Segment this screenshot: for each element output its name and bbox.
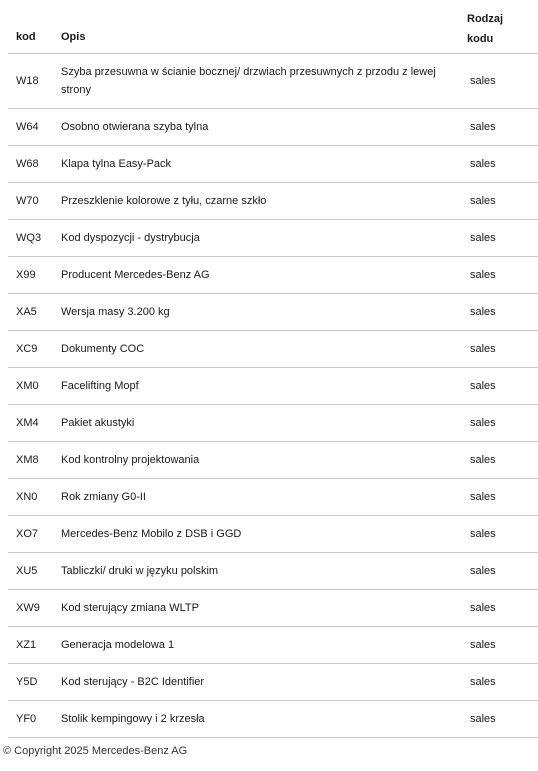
table-row bbox=[8, 701, 538, 738]
column-header-type-line2: kodu bbox=[467, 33, 494, 45]
row-code: XN0 bbox=[16, 491, 38, 503]
row-description: Kod dyspozycji - dystrybucja bbox=[61, 232, 200, 244]
table-row bbox=[8, 294, 538, 331]
column-header-code: kod bbox=[16, 31, 36, 43]
table-row bbox=[8, 590, 538, 627]
table-row bbox=[8, 368, 538, 405]
row-description: Przeszklenie kolorowe z tyłu, czarne szkło bbox=[61, 195, 267, 207]
row-code: XM8 bbox=[16, 454, 39, 466]
row-type: sales bbox=[470, 380, 496, 392]
row-code: XM4 bbox=[16, 417, 39, 429]
row-description: Facelifting Mopf bbox=[61, 380, 139, 392]
table-header bbox=[8, 0, 538, 54]
row-description: Osobno otwierana szyba tylna bbox=[61, 121, 209, 133]
row-code: XU5 bbox=[16, 565, 38, 577]
row-code: W70 bbox=[16, 195, 39, 207]
row-code: W68 bbox=[16, 158, 39, 170]
table-row bbox=[8, 146, 538, 183]
table-row bbox=[8, 54, 538, 109]
row-description: Tabliczki/ druki w języku polskim bbox=[61, 565, 219, 577]
row-code: XZ1 bbox=[16, 639, 37, 651]
row-code: X99 bbox=[16, 269, 36, 281]
row-type: sales bbox=[470, 269, 496, 281]
row-type: sales bbox=[470, 158, 496, 170]
options-table bbox=[8, 0, 538, 738]
row-code: W64 bbox=[16, 121, 39, 133]
row-type: sales bbox=[470, 121, 496, 133]
table-row bbox=[8, 257, 538, 294]
table-row bbox=[8, 220, 538, 257]
row-description: Wersja masy 3.200 kg bbox=[61, 306, 170, 318]
row-type: sales bbox=[470, 639, 496, 651]
table-row bbox=[8, 405, 538, 442]
table-row bbox=[8, 442, 538, 479]
row-code: XM0 bbox=[16, 380, 39, 392]
table-row bbox=[8, 664, 538, 701]
row-description: Kod kontrolny projektowania bbox=[61, 454, 200, 466]
row-description: Pakiet akustyki bbox=[61, 417, 135, 429]
row-type: sales bbox=[470, 676, 496, 688]
row-description: Dokumenty COC bbox=[61, 343, 145, 355]
column-header-description: Opis bbox=[61, 31, 86, 43]
row-type: sales bbox=[470, 491, 496, 503]
row-description: Mercedes-Benz Mobilo z DSB i GGD bbox=[61, 528, 242, 540]
column-header-type bbox=[467, 9, 503, 49]
row-type: sales bbox=[470, 602, 496, 614]
table-row bbox=[8, 479, 538, 516]
table-body bbox=[8, 54, 538, 738]
row-code: XA5 bbox=[16, 306, 37, 318]
table-row bbox=[8, 627, 538, 664]
row-description: Producent Mercedes-Benz AG bbox=[61, 269, 210, 281]
row-code: W18 bbox=[16, 75, 39, 87]
row-description: Kod sterujący zmiana WLTP bbox=[61, 602, 199, 614]
row-type: sales bbox=[470, 713, 496, 725]
row-description: Kod sterujący - B2C Identifier bbox=[61, 676, 205, 688]
row-type: sales bbox=[470, 454, 496, 466]
row-type: sales bbox=[470, 232, 496, 244]
table-row bbox=[8, 516, 538, 553]
row-code: XW9 bbox=[16, 602, 40, 614]
row-description: Stolik kempingowy i 2 krzesła bbox=[61, 713, 205, 725]
copyright-footer: © Copyright 2025 Mercedes-Benz AG bbox=[3, 745, 188, 757]
row-description: Generacja modelowa 1 bbox=[61, 639, 175, 651]
row-description: Klapa tylna Easy-Pack bbox=[61, 158, 172, 170]
table-row bbox=[8, 109, 538, 146]
row-type: sales bbox=[470, 343, 496, 355]
table-row bbox=[8, 331, 538, 368]
row-description: Rok zmiany G0-II bbox=[61, 491, 146, 503]
row-code: WQ3 bbox=[16, 232, 42, 244]
row-type: sales bbox=[470, 306, 496, 318]
row-type: sales bbox=[470, 195, 496, 207]
row-code: Y5D bbox=[16, 676, 38, 688]
row-type: sales bbox=[470, 417, 496, 429]
table-row bbox=[8, 183, 538, 220]
row-code: XO7 bbox=[16, 528, 39, 540]
row-description: Szyba przesuwna w ścianie bocznej/ drzwiach przesuwnych z przodu z lewej strony bbox=[61, 66, 436, 96]
row-type: sales bbox=[470, 528, 496, 540]
row-type: sales bbox=[470, 75, 496, 87]
column-header-type-line1: Rodzaj bbox=[467, 13, 504, 25]
row-code: XC9 bbox=[16, 343, 38, 355]
row-type: sales bbox=[470, 565, 496, 577]
row-code: YF0 bbox=[16, 713, 37, 725]
table-row bbox=[8, 553, 538, 590]
